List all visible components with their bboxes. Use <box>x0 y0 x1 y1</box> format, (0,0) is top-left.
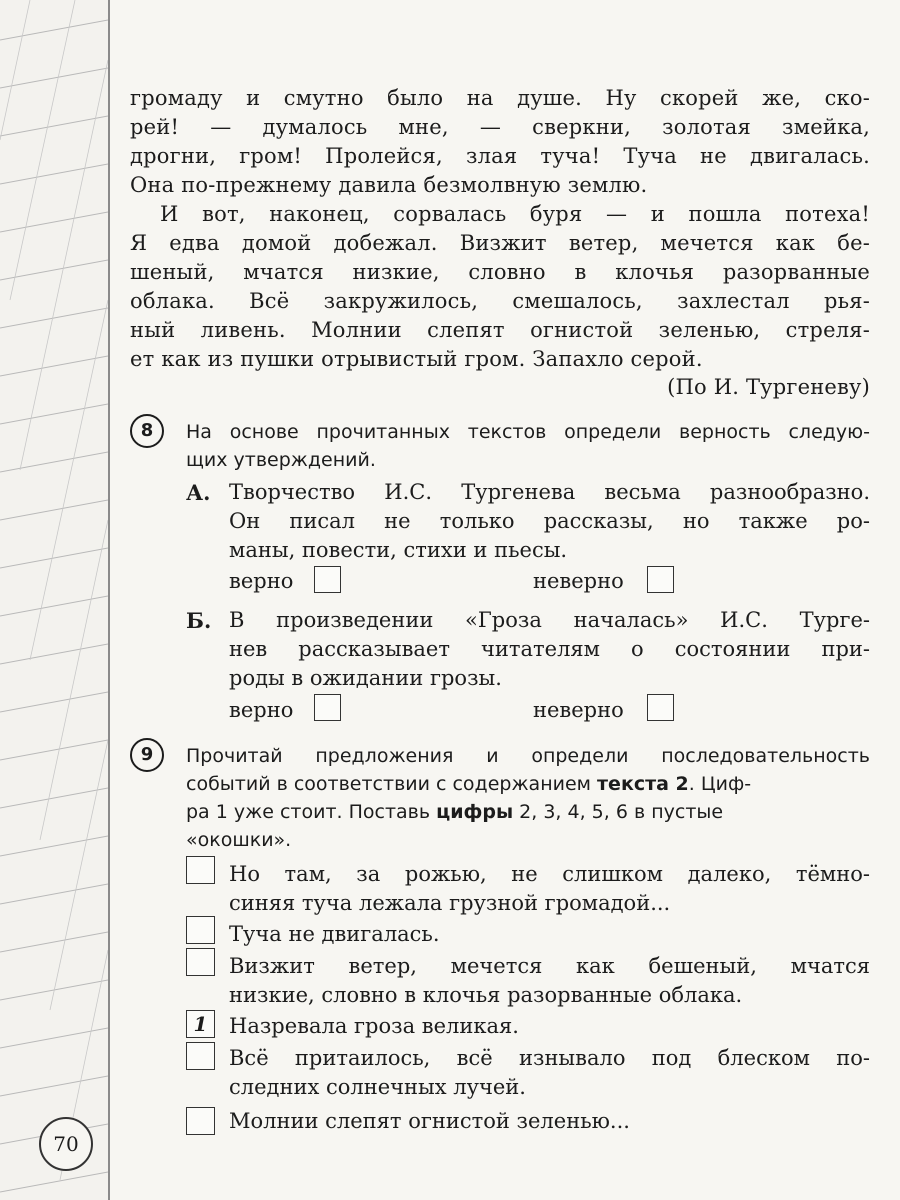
prompt-text: событий в соответствии с содержанием <box>186 773 598 795</box>
event-text: синяя туча лежала грузной громадой... <box>229 891 671 915</box>
passage-attribution: (По И. Тургеневу) <box>667 375 870 399</box>
order-input-box[interactable] <box>186 1107 215 1135</box>
true-label: верно <box>229 569 294 593</box>
question-number-badge: 9 <box>130 738 164 772</box>
event-text: следних солнечных лучей. <box>229 1075 526 1099</box>
statement-text: Он писал не только рассказы, но также ро- <box>229 509 870 533</box>
event-text: Назревала гроза великая. <box>229 1014 519 1038</box>
question-prompt: Прочитай предложения и определи последовательность <box>186 745 870 767</box>
statement-a-true-checkbox[interactable] <box>314 566 341 593</box>
event-text: Но там, за рожью, не слишком далеко, тёмно- <box>229 862 870 886</box>
order-input-box[interactable] <box>186 856 215 884</box>
ruled-lines <box>0 0 108 1200</box>
passage-line: И вот, наконец, сорвалась буря — и пошла потеха! <box>160 202 870 226</box>
passage-line: ный ливень. Молнии слепят огнистой зеленью, стреля- <box>130 318 870 342</box>
statement-text: Творчество И.С. Тургенева весьма разнообразно. <box>229 480 870 504</box>
prompt-emphasis: текста 2 <box>597 773 689 795</box>
event-text: Всё притаилось, всё изнывало под блеском по- <box>229 1046 870 1070</box>
passage-line: дрогни, гром! Пролейся, злая туча! Туча не двигалась. <box>130 144 870 168</box>
event-text: Молнии слепят огнистой зеленью... <box>229 1109 630 1133</box>
question-prompt <box>186 770 870 798</box>
statement-text: нев рассказывает читателям о состоянии при- <box>229 637 870 661</box>
statement-b-false-checkbox[interactable] <box>647 694 674 721</box>
passage-line: Я едва домой добежал. Визжит ветер, мечется как бе- <box>130 231 870 255</box>
statement-letter: А. <box>186 480 211 505</box>
prompt-text: . Циф- <box>688 773 752 795</box>
page-number: 70 <box>39 1117 93 1171</box>
passage-line: Она по-прежнему давила безмолвную землю. <box>130 173 648 197</box>
order-input-box[interactable]: 1 <box>186 1010 215 1038</box>
question-number-badge: 8 <box>130 414 164 448</box>
statement-a-false-checkbox[interactable] <box>647 566 674 593</box>
passage-line: облака. Всё закружилось, смешалось, захлестал рья- <box>130 289 870 313</box>
false-label: неверно <box>533 698 624 722</box>
passage-line: громаду и смутно было на душе. Ну скорей же, ско- <box>130 86 870 110</box>
passage-line: рей! — думалось мне, — сверкни, золотая змейка, <box>130 115 870 139</box>
event-text: Туча не двигалась. <box>229 922 440 946</box>
notebook-margin <box>0 0 110 1200</box>
order-input-box[interactable] <box>186 1042 215 1070</box>
statement-b-true-checkbox[interactable] <box>314 694 341 721</box>
statement-text: В произведении «Гроза началась» И.С. Турге- <box>229 608 870 632</box>
true-label: верно <box>229 698 294 722</box>
order-input-box[interactable] <box>186 948 215 976</box>
passage-line: ет как из пушки отрывистый гром. Запахло серой. <box>130 347 703 371</box>
prompt-text: ра 1 уже стоит. Поставь <box>186 801 437 823</box>
statement-text: маны, повести, стихи и пьесы. <box>229 538 568 562</box>
event-text: Визжит ветер, мечется как бешеный, мчатся <box>229 954 870 978</box>
order-input-box[interactable] <box>186 916 215 944</box>
statement-text: роды в ожидании грозы. <box>229 666 502 690</box>
event-text: низкие, словно в клочья разорванные облака. <box>229 983 743 1007</box>
question-prompt: «окошки». <box>186 829 292 851</box>
statement-letter: Б. <box>186 608 212 633</box>
question-prompt <box>186 798 870 826</box>
prompt-emphasis: цифры <box>436 801 514 823</box>
prompt-text: 2, 3, 4, 5, 6 в пустые <box>513 801 724 823</box>
question-prompt: На основе прочитанных текстов определи верность следую- <box>186 421 870 443</box>
false-label: неверно <box>533 569 624 593</box>
passage-line: шеный, мчатся низкие, словно в клочья разорванные <box>130 260 870 284</box>
question-prompt: щих утверждений. <box>186 449 376 471</box>
